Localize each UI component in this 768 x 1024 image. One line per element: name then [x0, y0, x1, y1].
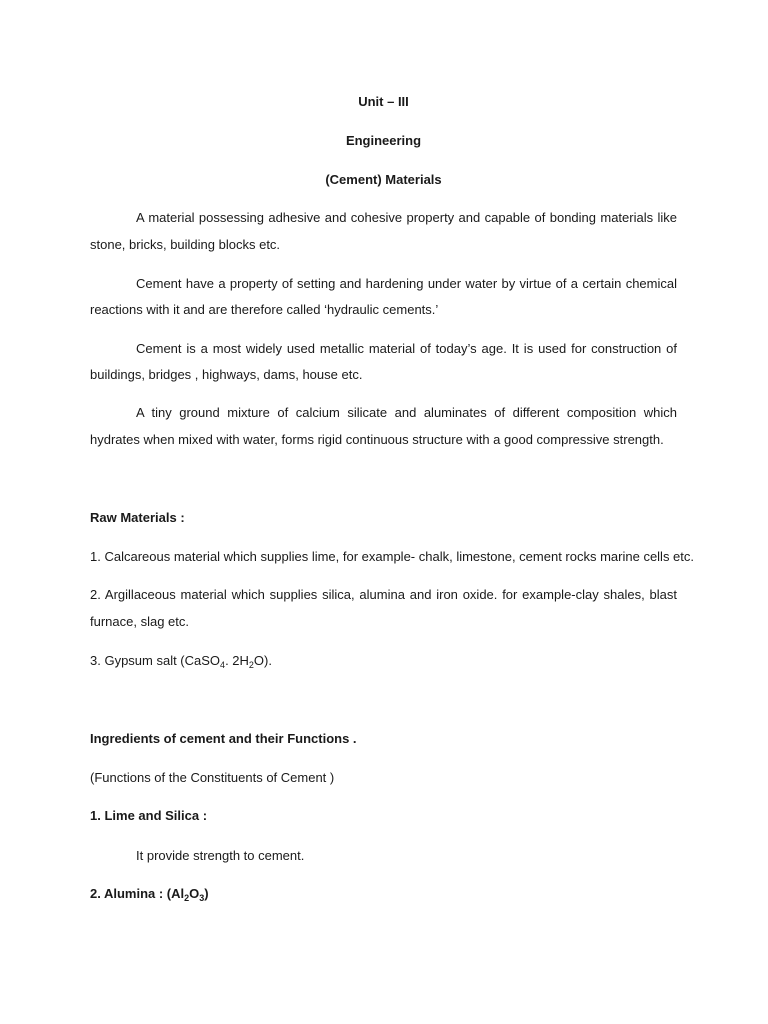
- intro-paragraph-2-line-2: reactions with it and are therefore called ‘hydraulic cements.’: [90, 302, 439, 317]
- lime-silica-heading: 1. Lime and Silica :: [90, 808, 208, 823]
- alumina-heading: [90, 886, 677, 902]
- gypsum-text-prefix: 3. Gypsum salt (CaSO: [90, 653, 221, 668]
- intro-paragraph-2-line-1: Cement have a property of setting and hardening under water by virtue of a certain chemical: [136, 276, 677, 291]
- alumina-subscript-1: 2: [184, 893, 190, 903]
- gypsum-subscript-2: 2: [248, 660, 254, 670]
- intro-paragraph-4-line-1: A tiny ground mixture of calcium silicate and aluminates of different composition which: [136, 405, 677, 420]
- unit-title: Unit – III: [358, 94, 409, 109]
- ingredients-subheading: (Functions of the Constituents of Cement ): [90, 770, 335, 785]
- ingredients-heading: Ingredients of cement and their Functions .: [90, 731, 357, 746]
- raw-materials-item-3: [90, 653, 677, 669]
- lime-silica-text: It provide strength to cement.: [136, 848, 305, 863]
- alumina-subscript-2: 3: [199, 893, 205, 903]
- alumina-text-mid: O: [189, 886, 200, 901]
- gypsum-text-mid: . 2H: [225, 653, 249, 668]
- intro-paragraph-1-line-1: A material possessing adhesive and cohesive property and capable of bonding materials like: [136, 210, 677, 225]
- topic-title: (Cement) Materials: [325, 172, 442, 187]
- alumina-text-suffix: ): [204, 886, 209, 901]
- intro-paragraph-1-line-2: stone, bricks, building blocks etc.: [90, 237, 281, 252]
- alumina-text-prefix: 2. Alumina : (Al: [90, 886, 185, 901]
- intro-paragraph-4-line-2: hydrates when mixed with water, forms rigid continuous structure with a good compressive strength.: [90, 432, 664, 447]
- raw-materials-item-2-line-2: furnace, slag etc.: [90, 614, 189, 629]
- gypsum-subscript-1: 4: [220, 660, 226, 670]
- intro-paragraph-3-line-1: Cement is a most widely used metallic material of today’s age. It is used for construction of: [136, 341, 677, 356]
- raw-materials-item-1: 1. Calcareous material which supplies lime, for example- chalk, limestone, cement rocks marine cells etc.: [90, 549, 695, 564]
- intro-paragraph-3-line-2: buildings, bridges , highways, dams, house etc.: [90, 367, 363, 382]
- raw-materials-item-2-line-1: 2. Argillaceous material which supplies silica, alumina and iron oxide. for example-clay shales, blast: [90, 587, 677, 602]
- gypsum-text-suffix: O).: [253, 653, 272, 668]
- subject-title: Engineering: [345, 133, 422, 148]
- raw-materials-heading: Raw Materials :: [90, 510, 185, 525]
